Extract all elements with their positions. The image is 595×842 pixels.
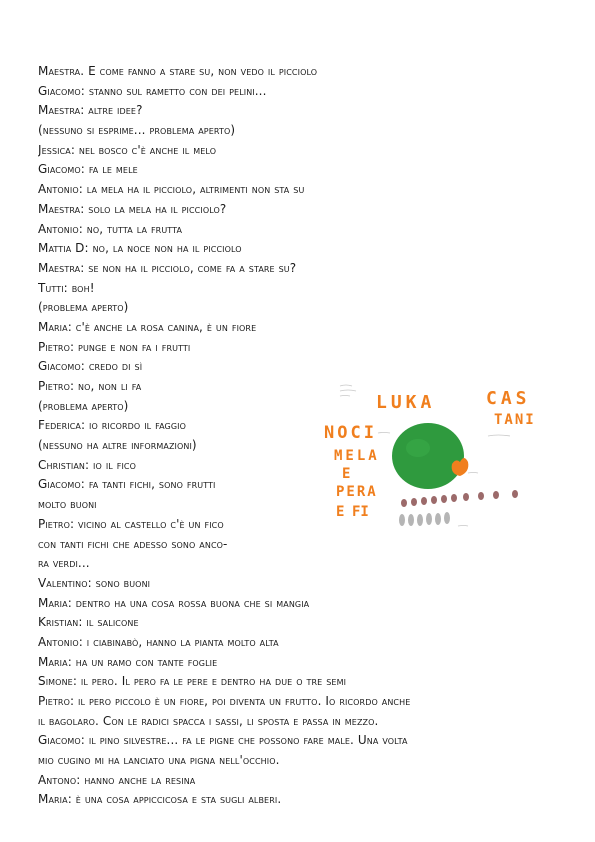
dialogue-line: con tanti fichi che adesso sono anco- [38,536,228,551]
apple-drawing [392,423,464,489]
dialogue-line: (nessuno si esprime... problema aperto) [38,123,236,138]
dialogue-line: Valentino: sono buoni [38,575,151,590]
dialogue-line: Tutti: boh! [38,280,95,295]
dialogue-line: Antonio: no, tutta la frutta [38,221,183,236]
dialogue-line: mio cugino mi ha lanciato una pigna nell'occhio. [38,753,280,768]
word-luka: LUKA [376,392,436,413]
dialogue-line: Giacomo: fa le mele [38,162,138,177]
dialogue-line: Pietro: vicino al castello c'è un fico [38,516,224,531]
dialogue-line: Pietro: no, non li fa [38,379,142,393]
dialogue-line: Giacomo: stanno sul rametto con dei pelini... [38,83,267,98]
word-tani: TANI [494,412,536,428]
dialogue-line: Pietro: punge e non fa i frutti [38,339,191,354]
dialogue-line: Federica: io ricordo il faggio [38,418,186,433]
dialogue-line: Antonio: la mela ha il picciolo, altrimenti non sta su [38,182,305,197]
dialogue-line: Maestra. E come fanno a stare su, non vedo il picciolo [38,64,318,78]
dialogue-line: (problema aperto) [38,300,129,315]
dialogue-line: Mattia D: no, la noce non ha il picciolo [38,241,242,256]
dialogue-line: Giacomo: credo di sì [38,359,143,374]
dialogue-line: Giacomo: fa tanti fichi, sono frutti [38,477,216,492]
dialogue-line: Maestra: se non ha il picciolo, come fa a stare su? [38,260,297,275]
word-pera: PERA [336,484,378,500]
dialogue-line: il bagolaro. Con le radici spacca i sassi, li sposta e passa in mezzo. [38,713,379,728]
word-noci: NOCI [324,423,377,443]
dialogue-line: Pietro: il pero piccolo è un fiore, poi diventa un frutto. Io ricordo anche [38,694,411,708]
dialogue-line: Maestra: altre idee? [38,103,143,118]
dialogue-line: (problema aperto) [38,398,129,413]
dialogue-line: Maestra: solo la mela ha il picciolo? [38,201,227,216]
word-cas: CAS [486,388,531,409]
dialogue-line: Maria: c'è anche la rosa canina, è un fiore [38,319,257,334]
nuts-row [401,490,518,507]
word-e-2: E [336,504,345,520]
word-fi: FI [352,504,369,520]
word-e-1: E [342,466,351,482]
dialogue-line: Giacomo: il pino silvestre... fa le pigne che possono fare male. Una volta [38,733,408,748]
dialogue-line: Simone: il pero. Il pero fa le pere e dentro ha due o tre semi [38,674,347,689]
dialogue-line: Christian: io il fico [38,457,136,472]
dialogue-line: Kristian: il salicone [38,615,139,630]
dialogue-line: (nessuno ha altre informazioni) [38,438,197,453]
chestnuts-row [399,512,450,526]
dialogue-line: Maria: dentro ha una cosa rossa buona che si mangia [38,595,310,610]
dialogue-line: Maria: ha un ramo con tante foglie [38,654,218,669]
child-drawing [318,378,558,528]
dialogue-line: Jessica: nel bosco c'è anche il melo [38,142,217,157]
dialogue-line: molto buoni [38,497,97,512]
word-mela: MELA [334,448,380,464]
dialogue-line: Maria: è una cosa appiccicosa e sta sugli alberi. [38,792,282,807]
dialogue-line: ra verdi... [38,556,90,571]
dialogue-line: Antonio: i ciabinabò, hanno la pianta molto alta [38,634,279,649]
dialogue-line: Antono: hanno anche la resina [38,772,196,787]
